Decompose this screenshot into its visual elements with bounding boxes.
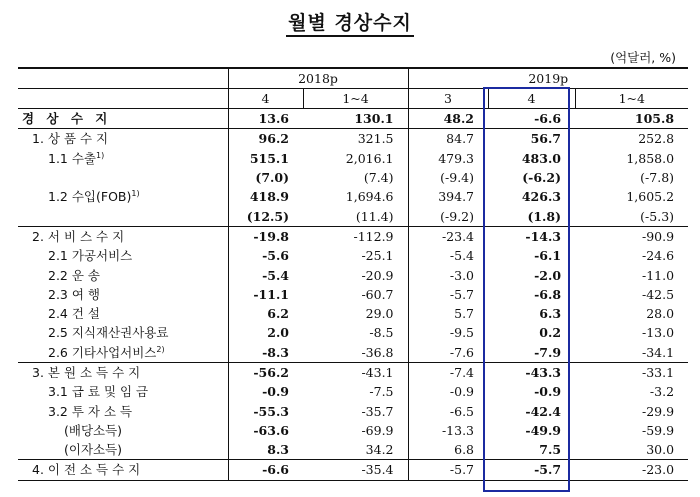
cell-value: -69.9 xyxy=(361,422,394,438)
row-label: 2.1 가공서비스 xyxy=(48,248,133,264)
table-row xyxy=(18,460,688,480)
cell-value: (-9.4) xyxy=(408,168,488,187)
cell-value: -6.6 xyxy=(534,111,562,127)
cell-value: 418.9 xyxy=(228,187,303,206)
row-label xyxy=(18,168,228,187)
table-row xyxy=(18,343,688,363)
cell-value: -7.9 xyxy=(534,344,562,360)
col-2018-jan-apr: 1~4 xyxy=(303,89,408,109)
cell-value: -25.1 xyxy=(361,248,394,264)
row-label: 1.2 수입(FOB)$^{1)}$ xyxy=(48,189,140,205)
table-row xyxy=(18,401,688,420)
row-label: 2.2 운 송 xyxy=(48,267,100,283)
cell-value: -5.4 xyxy=(228,265,303,284)
cell-value: (11.4) xyxy=(355,208,394,224)
table-row xyxy=(18,285,688,304)
unit-note: (억달러, %) xyxy=(610,50,676,65)
cell-value: 28.0 xyxy=(646,306,675,322)
cell-value: -7.4 xyxy=(408,362,488,382)
cell-value: (1.8) xyxy=(527,208,562,224)
table-row xyxy=(18,149,688,168)
table-row xyxy=(18,421,688,440)
row-label xyxy=(18,206,228,226)
row-label: 2.4 건 설 xyxy=(48,306,100,322)
cell-value: -11.0 xyxy=(641,267,675,283)
cell-value: -55.3 xyxy=(228,401,303,420)
cell-value: -11.1 xyxy=(228,285,303,304)
cell-value: 2,016.1 xyxy=(345,150,394,166)
cell-value: -42.4 xyxy=(525,403,562,419)
col-2019-apr: 4 xyxy=(488,89,575,109)
cell-value: -42.5 xyxy=(641,286,675,302)
cell-value: -5.6 xyxy=(228,246,303,265)
table-row xyxy=(18,362,688,382)
cell-value: 105.8 xyxy=(634,111,675,127)
cell-value: 7.5 xyxy=(539,442,562,458)
cell-value: (-7.8) xyxy=(640,170,675,186)
cell-value: -43.1 xyxy=(303,362,408,382)
footnote-marker: 1) xyxy=(96,150,105,160)
cell-value: -5.7 xyxy=(488,460,575,480)
cell-value: (7.4) xyxy=(363,170,394,186)
col-2018-apr: 4 xyxy=(228,89,303,109)
table-row xyxy=(18,226,688,246)
cell-value: 426.3 xyxy=(521,189,562,205)
cell-value: -6.6 xyxy=(228,460,303,480)
table-row xyxy=(18,168,688,187)
row-label: 3.2 투 자 소 득 xyxy=(48,403,133,419)
cell-value: -6.8 xyxy=(534,286,562,302)
header-blank xyxy=(18,68,228,89)
cell-value: -56.2 xyxy=(228,362,303,382)
cell-value: 1,858.0 xyxy=(626,150,675,166)
cell-value: 5.7 xyxy=(408,304,488,323)
cell-value: 84.7 xyxy=(408,129,488,149)
cell-value: -43.3 xyxy=(488,362,575,382)
cell-value: -13.0 xyxy=(641,325,675,341)
current-account-table xyxy=(18,67,688,481)
cell-value: -60.7 xyxy=(361,286,394,302)
row-label: 2.3 여 행 xyxy=(48,286,100,302)
row-label: (배당소득) xyxy=(64,422,123,438)
cell-value: -20.9 xyxy=(361,267,394,283)
row-label: 4. 이 전 소 득 수 지 xyxy=(18,460,228,480)
cell-value: 96.2 xyxy=(228,129,303,149)
cell-value: -9.5 xyxy=(408,323,488,342)
cell-value: 6.8 xyxy=(408,440,488,460)
cell-value: -7.5 xyxy=(369,384,394,400)
cell-value: -33.1 xyxy=(575,362,688,382)
cell-value: -0.9 xyxy=(534,384,562,400)
cell-value: -35.4 xyxy=(303,460,408,480)
cell-value: -6.1 xyxy=(534,248,562,264)
cell-value: (-6.2) xyxy=(522,170,562,186)
cell-value: -23.4 xyxy=(408,226,488,246)
footnote-cut xyxy=(18,489,688,497)
cell-value: 130.1 xyxy=(354,111,394,127)
cell-value: 479.3 xyxy=(408,149,488,168)
cell-value: 29.0 xyxy=(365,306,394,322)
cell-value: -2.0 xyxy=(534,267,562,283)
cell-value: 252.8 xyxy=(575,129,688,149)
cell-value: (-5.3) xyxy=(640,208,675,224)
cell-value: -13.3 xyxy=(408,421,488,440)
page-title: 월별 경상수지 xyxy=(0,8,700,35)
cell-value: 6.2 xyxy=(228,304,303,323)
cell-value: -63.6 xyxy=(228,421,303,440)
col-2019-jan-apr: 1~4 xyxy=(575,89,688,109)
footnote-marker: 1) xyxy=(131,189,140,199)
table-row xyxy=(18,187,688,206)
cell-value: 483.0 xyxy=(521,150,562,166)
cell-value: -5.4 xyxy=(408,246,488,265)
cell-value: -5.7 xyxy=(408,460,488,480)
row-label: 경 상 수 지 xyxy=(22,111,112,127)
table-row xyxy=(18,382,688,401)
cell-value: -19.8 xyxy=(228,226,303,246)
table-row xyxy=(18,304,688,323)
row-label: (이자소득) xyxy=(64,442,123,458)
cell-value: -35.7 xyxy=(361,403,394,419)
table-row xyxy=(18,129,688,149)
cell-value: -0.9 xyxy=(408,382,488,401)
table-row xyxy=(18,246,688,265)
cell-value: 0.2 xyxy=(539,325,562,341)
row-label: 3.1 급 료 및 임 금 xyxy=(48,384,149,400)
year-2018-header: 2018p xyxy=(228,68,408,89)
row-label: 2.5 지식재산권사용료 xyxy=(48,325,169,341)
cell-value: (12.5) xyxy=(228,206,303,226)
cell-value: -5.7 xyxy=(408,285,488,304)
cell-value: 34.2 xyxy=(365,442,394,458)
cell-value: 6.3 xyxy=(539,306,562,322)
table-row xyxy=(18,109,688,129)
cell-value: -3.2 xyxy=(649,384,675,400)
row-label: 1. 상 품 수 지 xyxy=(18,129,228,149)
cell-value: -7.6 xyxy=(408,343,488,363)
cell-value: 8.3 xyxy=(228,440,303,460)
cell-value: (-9.2) xyxy=(408,206,488,226)
cell-value: -6.5 xyxy=(408,401,488,420)
cell-value: 2.0 xyxy=(228,323,303,342)
cell-value: -36.8 xyxy=(361,344,394,360)
col-2019-mar: 3 xyxy=(408,89,488,109)
cell-value: 1,605.2 xyxy=(626,189,675,205)
cell-value: -90.9 xyxy=(575,226,688,246)
cell-value: 321.5 xyxy=(303,129,408,149)
cell-value: 1,694.6 xyxy=(345,189,394,205)
cell-value: -23.0 xyxy=(575,460,688,480)
cell-value: (7.0) xyxy=(228,168,303,187)
cell-value: 56.7 xyxy=(488,129,575,149)
row-label: 2. 서 비 스 수 지 xyxy=(18,226,228,246)
cell-value: -29.9 xyxy=(641,403,675,419)
cell-value: -112.9 xyxy=(303,226,408,246)
footnote-marker: 2) xyxy=(156,344,165,354)
cell-value: -8.5 xyxy=(369,325,394,341)
cell-value: 13.6 xyxy=(228,109,303,129)
row-label: 3. 본 원 소 득 수 지 xyxy=(18,362,228,382)
cell-value: 30.0 xyxy=(646,442,675,458)
cell-value: -34.1 xyxy=(641,344,675,360)
table-row xyxy=(18,265,688,284)
cell-value: -8.3 xyxy=(228,343,303,363)
cell-value: -3.0 xyxy=(408,265,488,284)
cell-value: -0.9 xyxy=(228,382,303,401)
table-row xyxy=(18,440,688,460)
table-row xyxy=(18,206,688,226)
row-label: 1.1 수출$^{1)}$ xyxy=(48,150,105,166)
row-label: 2.6 기타사업서비스$^{2)}$ xyxy=(48,344,165,360)
cell-value: -14.3 xyxy=(488,226,575,246)
cell-value: 515.1 xyxy=(228,149,303,168)
cell-value: -59.9 xyxy=(641,422,675,438)
cell-value: 48.2 xyxy=(408,109,488,129)
table-row xyxy=(18,323,688,342)
cell-value: -49.9 xyxy=(525,422,562,438)
header-blank xyxy=(18,89,228,109)
cell-value: 394.7 xyxy=(408,187,488,206)
cell-value: -24.6 xyxy=(641,248,675,264)
year-2019-header: 2019p xyxy=(408,68,688,89)
